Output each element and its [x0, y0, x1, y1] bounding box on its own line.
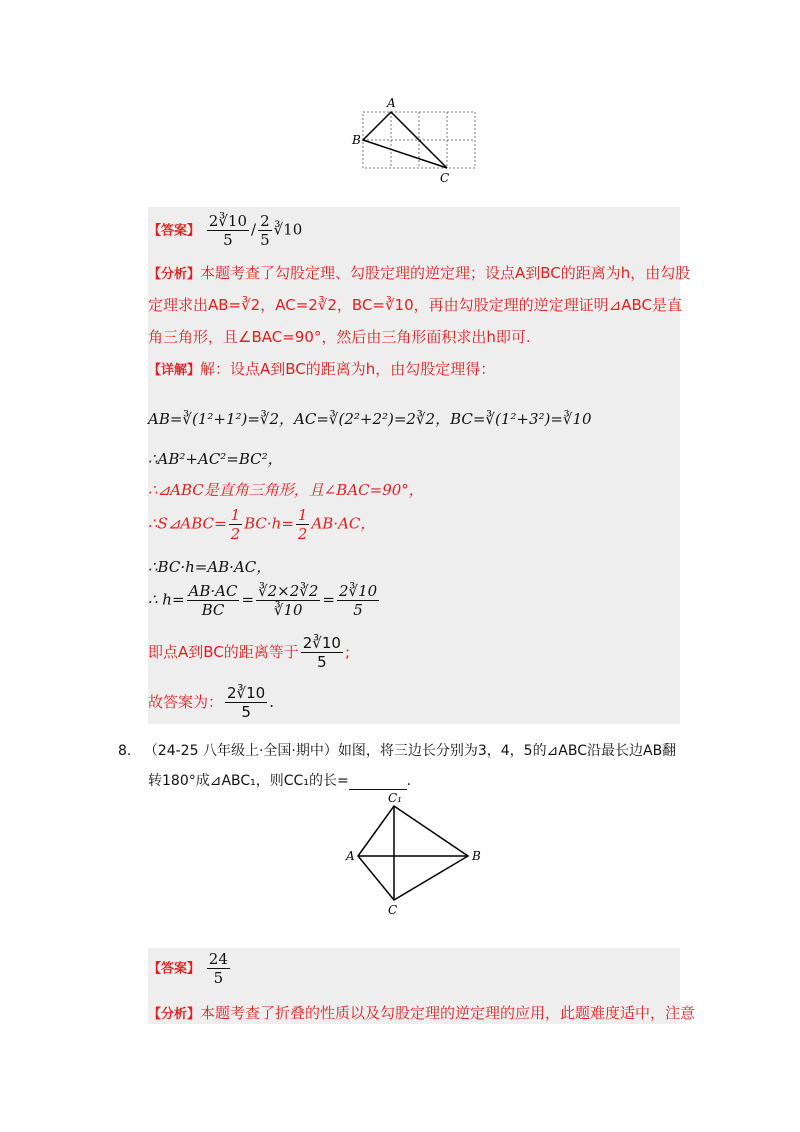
conclusion-2-fraction: $\frac{2∛10}{5}$	[227, 684, 266, 721]
q7-conclusion-1: 即点A到BC的距离等于 $\frac{2∛10}{5}$ ;	[148, 634, 351, 671]
analysis-text-1: 本题考查了勾股定理、勾股定理的逆定理；设点A到BC的距离为h，由勾股	[200, 264, 691, 282]
q8-answer-tag: 【答案】	[148, 961, 201, 977]
q8-source: （24-25 八年级上·全国·期中）	[143, 743, 338, 759]
eq4-tail: AB·AC，	[311, 514, 376, 533]
q8-text-2-end: .	[406, 773, 412, 789]
answer-tag: 【答案】	[148, 223, 201, 239]
q7-eq5: ∴BC·h=AB·AC，	[148, 558, 272, 576]
eq6-frac-2: $\frac{∛2\times 2∛2}{∛10}$	[258, 582, 319, 619]
conclusion-2-text: 故答案为：	[148, 693, 224, 711]
q8-answer-fraction	[207, 950, 230, 987]
q7-analysis-line1	[148, 262, 690, 283]
analysis-tag: 【分析】	[148, 267, 201, 282]
q8-text-1: 如图，将三边长分别为3，4，5的⊿ABC沿最长边AB翻	[337, 743, 677, 759]
grid-triangle-figure	[350, 96, 490, 186]
answer-numerator: 2∛10	[208, 212, 247, 230]
q8-analysis-text: 本题考查了折叠的性质以及勾股定理的逆定理的应用，此题难度适中，注意	[200, 1004, 696, 1022]
vertex-a2-label: A	[346, 849, 355, 863]
q7-eq3: ∴⊿ABC是直角三角形，且∠BAC=90°，	[148, 481, 424, 499]
kite-figure	[340, 790, 490, 920]
q8-analysis-tag: 【分析】	[148, 1007, 201, 1022]
q7-detail-intro	[148, 358, 495, 379]
answer-fraction	[207, 212, 249, 249]
q7-answer-line	[148, 212, 302, 249]
answer-blank	[349, 775, 407, 790]
eq4-prefix: ∴S⊿ABC=	[148, 514, 227, 533]
detail-intro-text: 解：设点A到BC的距离为h，由勾股定理得：	[200, 360, 496, 378]
answer-alt-tail: ∛10	[273, 220, 303, 239]
vertex-b-label: B	[352, 133, 361, 147]
q8-answer-line	[148, 950, 232, 987]
eq4-half-a: $\frac{1}{2}$	[230, 506, 241, 543]
q8-line1	[118, 740, 676, 760]
vertex-c1-label: C₁	[388, 791, 402, 805]
q8-analysis-line1	[148, 1002, 695, 1023]
q7-eq2: ∴AB²+AC²=BC²，	[148, 450, 283, 468]
q7-analysis-line2: 定理求出AB=∛2，AC=2∛2，BC=∛10，再由勾股定理的逆定理证明⊿ABC是直	[148, 296, 682, 314]
q7-analysis-line3: 角三角形，且∠BAC=90°，然后由三角形面积求出h即可.	[148, 328, 531, 346]
quadrilateral-ac1bc	[358, 806, 468, 900]
detail-tag: 【详解】	[148, 363, 201, 378]
q8-answer-numerator: 24	[208, 950, 228, 968]
eq6-frac-1: $\frac{AB\cdot AC}{BC}$	[188, 582, 238, 619]
eq4-middle: BC·h=	[244, 514, 294, 533]
conclusion-1-fraction: $\frac{2∛10}{5}$	[302, 634, 341, 671]
q8-line2	[148, 770, 411, 790]
vertex-c-label: C	[440, 171, 450, 185]
vertex-b2-label: B	[472, 849, 481, 863]
answer-separator: /	[251, 220, 257, 239]
q8-text-2: 转180°成⊿ABC₁，则CC₁的长=	[148, 773, 349, 789]
vertex-a-label: A	[387, 96, 396, 110]
alt-numerator: 2	[260, 212, 270, 230]
conclusion-1-text: 即点A到BC的距离等于	[148, 643, 299, 661]
alt-denominator: 5	[260, 231, 270, 249]
answer-alt-fraction	[258, 212, 272, 249]
eq4-half-b: $\frac{1}{2}$	[297, 506, 308, 543]
q8-answer-denominator: 5	[213, 969, 224, 987]
vertex-c2-label: C	[388, 903, 398, 917]
q7-conclusion-2: 故答案为： $\frac{2∛10}{5}$ .	[148, 684, 274, 721]
q7-eq4	[148, 506, 375, 543]
answer-denominator: 5	[223, 231, 233, 249]
q7-eq6: ∴ h= $\frac{AB\cdot AC}{BC}$ = $\frac{∛2\times 2∛2}{∛10}$ = $\frac{2∛10}{5}$	[148, 582, 378, 619]
eq6-frac-3: $\frac{2∛10}{5}$	[338, 582, 378, 619]
q8-number: 8.	[118, 743, 132, 759]
eq6-prefix: ∴ h=	[148, 590, 185, 609]
q7-eq1: AB=∛(1²+1²)=∛2，AC=∛(2²+2²)=2∛2，BC=∛(1²+3²)=∛10	[148, 410, 592, 428]
